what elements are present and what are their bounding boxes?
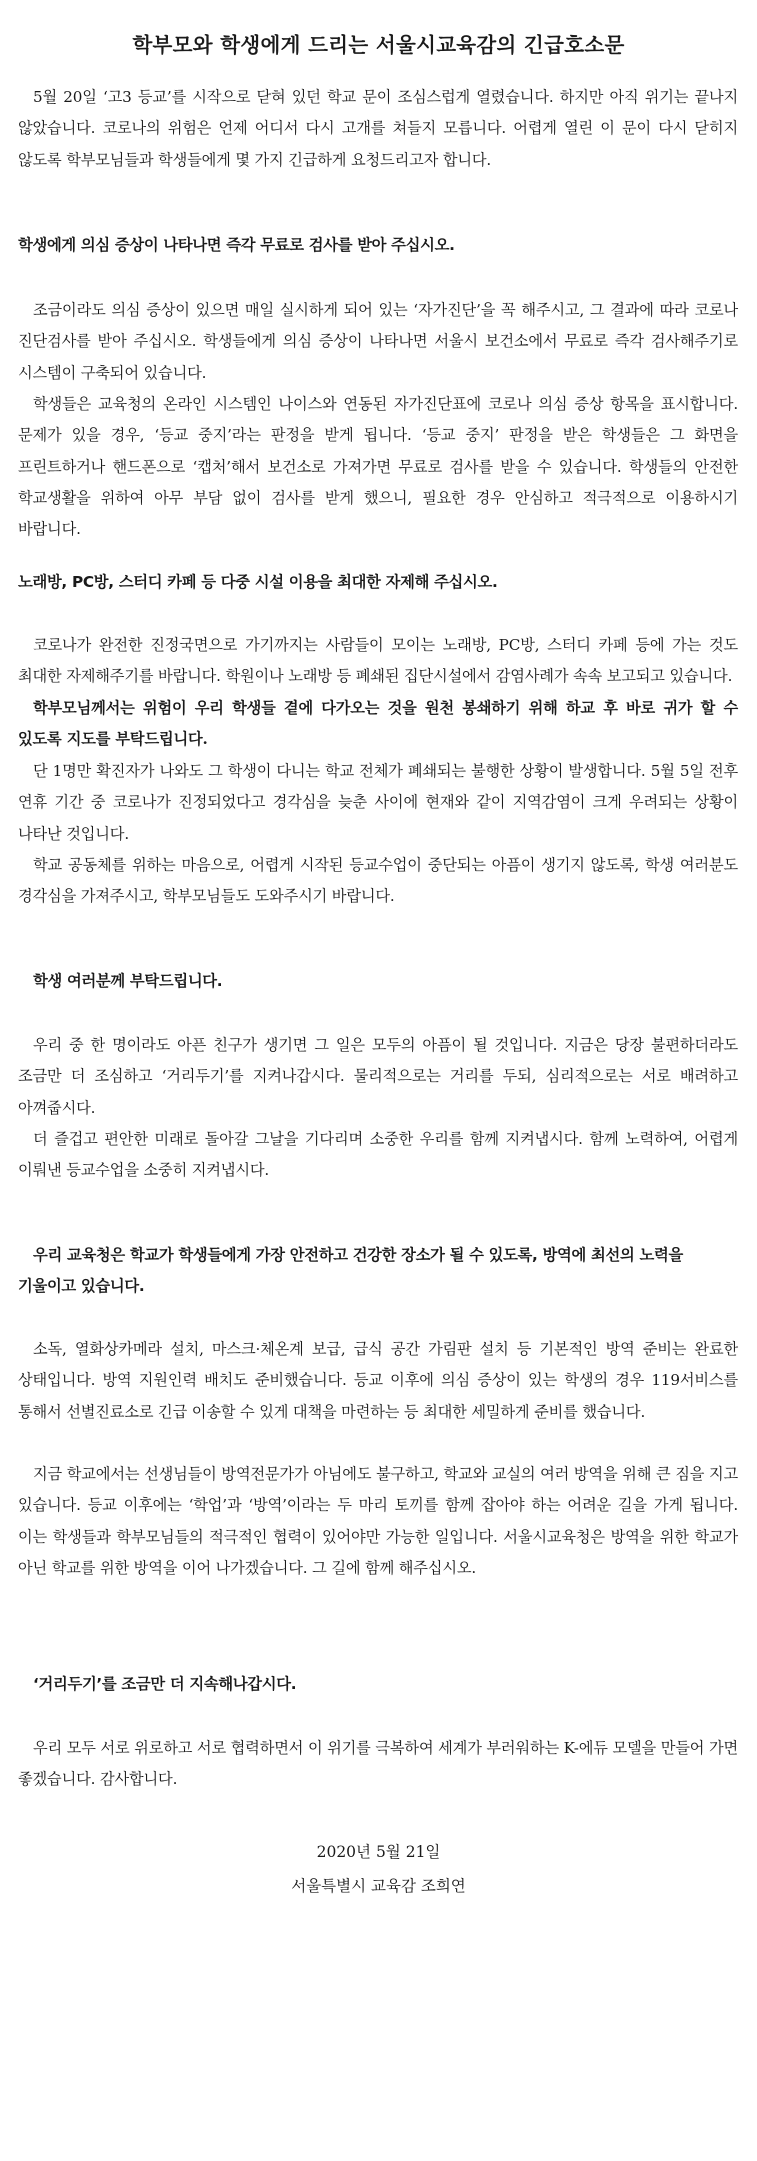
section4-paragraph-2: 지금 학교에서는 선생님들이 방역전문가가 아님에도 불구하고, 학교와 교실의 여러 방역을 위해 큰 짐을 지고 있습니다. 등교 이후에는 ‘학업’과 ‘방역’이라는 두 마리 토끼를 함께 잡아야 하는 어려운 길을 가게 됩니다. 이는 학생들과 학부모님들의 적극적인 협력이 있어야만 가능한 일입니다. 서울시교육청은 방역을 위한 학교가 아닌 학교를 위한 방역을 이어 나가겠습니다. 그 길에 함께 해주십시오. bbox=[18, 1465, 738, 1577]
section4-paragraph-1: 소독, 열화상카메라 설치, 마스크·체온계 보급, 급식 공간 가림판 설치 등 기본적인 방역 준비는 완료한 상태입니다. 방역 지원인력 배치도 준비했습니다. 등교 이후에 의심 증상이 있는 학생의 경우 119서비스를 통해서 선별진료소로 긴급 이송할 수 있게 대책을 마련하는 등 최대한 세밀하게 준비를 했습니다. bbox=[18, 1340, 738, 1421]
section3-paragraph-1: 우리 중 한 명이라도 아픈 친구가 생기면 그 일은 모두의 아픔이 될 것입니다. 지금은 당장 불편하더라도 조금만 더 조심하고 ‘거리두기’를 지켜나갑시다. 물리적으로는 거리를 두되, 심리적으로는 서로 배려하고 아껴줍시다. bbox=[18, 1036, 739, 1117]
section3-heading: 학생 여러분께 부탁드립니다. bbox=[33, 972, 223, 990]
section1-heading: 학생에게 의심 증상이 나타나면 즉각 무료로 검사를 받아 주십시오. bbox=[18, 236, 455, 254]
section2-paragraph-1: 코로나가 완전한 진정국면으로 가기까지는 사람들이 모이는 노래방, PC방, 스터디 카페 등에 가는 것도 최대한 자제해주기를 바랍니다. 학원이나 노래방 등 폐쇄된 집단시설에서 감염사례가 속속 보고되고 있습니다. bbox=[18, 636, 738, 686]
section3-paragraph-2: 더 즐겁고 편안한 미래로 돌아갈 그날을 기다리며 소중한 우리를 함께 지켜냅시다. 함께 노력하여, 어렵게 이뤄낸 등교수업을 소중히 지켜냅시다. bbox=[18, 1130, 738, 1180]
section2-paragraph-2: 학부모님께서는 위험이 우리 학생들 곁에 다가오는 것을 원천 봉쇄하기 위해 하교 후 바로 귀가 할 수 있도록 지도를 부탁드립니다. bbox=[18, 699, 738, 749]
signature-date: 2020년 5월 21일 bbox=[316, 1843, 441, 1861]
signature-author: 서울특별시 교육감 조희연 bbox=[291, 1877, 466, 1895]
section5-paragraph-1: 우리 모두 서로 위로하고 서로 협력하면서 이 위기를 극복하여 세계가 부러워하는 K-에듀 모델을 만들어 가면 좋겠습니다. 감사합니다. bbox=[18, 1739, 738, 1789]
section4-heading: 우리 교육청은 학교가 학생들에게 가장 안전하고 건강한 장소가 될 수 있도록, 방역에 최선의 노력을 기울이고 있습니다. bbox=[18, 1246, 683, 1296]
section2-paragraph-4: 학교 공동체를 위하는 마음으로, 어렵게 시작된 등교수업이 중단되는 아픔이 생기지 않도록, 학생 여러분도 경각심을 가져주시고, 학부모님들도 도와주시기 바랍니다. bbox=[18, 856, 738, 906]
section1-paragraph-2: 학생들은 교육청의 온라인 시스템인 나이스와 연동된 자가진단표에 코로나 의심 증상 항목을 표시합니다. 문제가 있을 경우, ‘등교 중지’라는 판정을 받게 됩니다. ‘등교 중지’ 판정을 받은 학생들은 그 화면을 프린트하거나 핸드폰으로 ‘캡처’해서 보건소로 가져가면 무료로 검사를 받을 수 있습니다. 학생들의 안전한 학교생활을 위하여 아무 부담 없이 검사를 받게 했으니, 필요한 경우 안심하고 적극적으로 이용하시기 바랍니다. bbox=[18, 395, 738, 539]
section2-heading: 노래방, PC방, 스터디 카페 등 다중 시설 이용을 최대한 자제해 주십시오. bbox=[18, 573, 498, 591]
section1-paragraph-1: 조금이라도 의심 증상이 있으면 매일 실시하게 되어 있는 ‘자가진단’을 꼭 해주시고, 그 결과에 따라 코로나 진단검사를 받아 주십시오. 학생들에게 의심 증상이 나타나면 서울시 보건소에서 무료로 즉각 검사해주기로 시스템이 구축되어 있습니다. bbox=[18, 301, 738, 382]
intro-paragraph: 5월 20일 ‘고3 등교’를 시작으로 닫혀 있던 학교 문이 조심스럽게 열렸습니다. 하지만 아직 위기는 끝나지 않았습니다. 코로나의 위험은 언제 어디서 다시 고개를 쳐들지 모릅니다. 어렵게 열린 이 문이 다시 닫히지 않도록 학부모님들과 학생들에게 몇 가지 긴급하게 요청드리고자 합니다. bbox=[18, 88, 738, 169]
section2-paragraph-3: 단 1명만 확진자가 나와도 그 학생이 다니는 학교 전체가 폐쇄되는 불행한 상황이 발생합니다. 5월 5일 전후 연휴 기간 중 코로나가 진정되었다고 경각심을 늦춘 사이에 현재와 같이 지역감염이 크게 우려되는 상황이 나타난 것입니다. bbox=[18, 762, 738, 843]
document-title: 학부모와 학생에게 드리는 서울시교육감의 긴급호소문 bbox=[132, 33, 625, 57]
section5-heading: ‘거리두기’를 조금만 더 지속해나갑시다. bbox=[33, 1675, 297, 1693]
